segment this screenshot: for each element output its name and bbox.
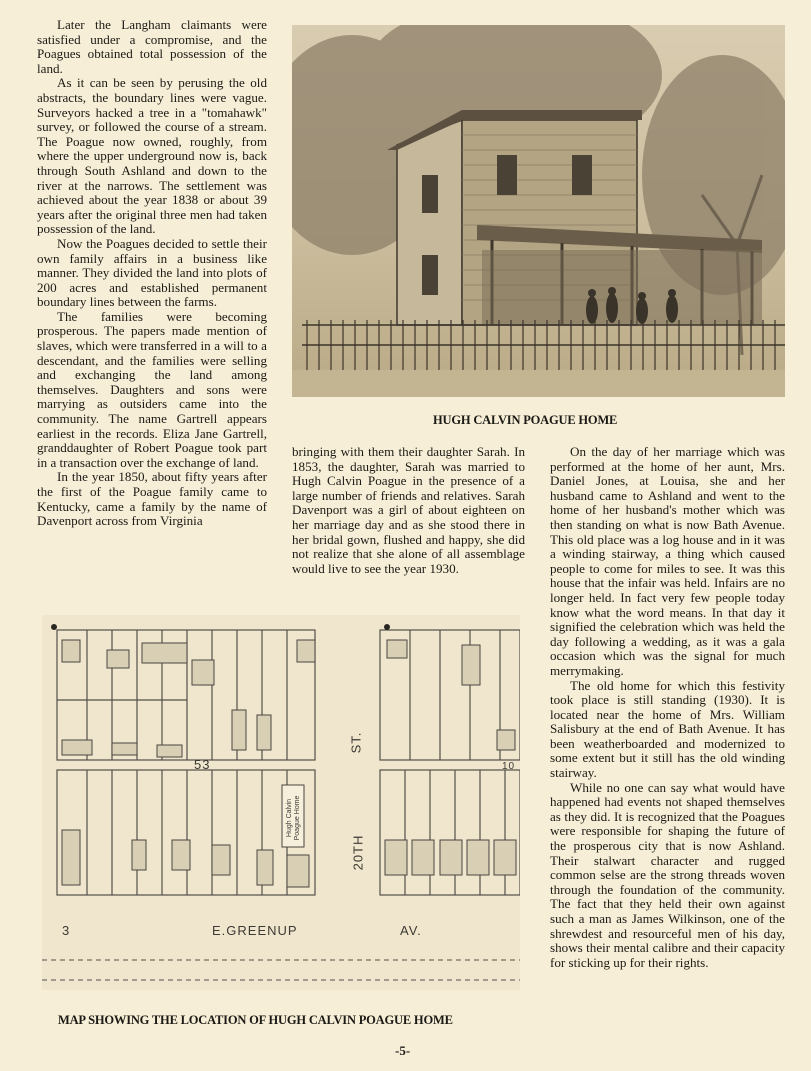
map-avenue-name-label: E.GREENUP bbox=[212, 923, 298, 938]
text-column-1 bbox=[37, 18, 267, 529]
map-street-20th-label: 20TH bbox=[350, 834, 366, 871]
paragraph: On the day of her marriage which was performed at the home of her aunt, Mrs. Daniel Jones, at Louisa, she and her husband came to Ashland and went to the home of her husband's mother which was then standing on what is now Bath Avenue. This old place was a log house and in it was a winding stairway, a thing which caused people to come for miles to see. It was this house that the infair was held. Infairs are no longer held. In fact very few people today know what the word means. In that day it signified the celebration which was held the day following a wedding, as it was a gala occasion which was the signal for much merrymaking. bbox=[550, 444, 785, 678]
map-avenue-suffix-label: AV. bbox=[400, 923, 422, 938]
paragraph: While no one can say what would have happened had events not shaped themselves as they did. It is recognized that the Poagues were responsible for shaping the future of the prosperous city that is now Ashland. Their stalwart character and rugged common selse are the strong threads woven through the foundation of the community. The fact that they held their own against such a man as James Wilkinson, one of the shrewdest and resourceful men of his day, shows their mental calibre and their capacity for sticking up for their rights. bbox=[550, 779, 785, 970]
house-photo-illustration bbox=[292, 25, 785, 397]
map-lot-ten-label: 10 bbox=[502, 761, 516, 772]
house-photo bbox=[292, 25, 785, 397]
paragraph: In the year 1850, about fifty years after the first of the Poague family came to Kentucky, came a family by the name of Davenport across from Virginia bbox=[37, 469, 267, 529]
paragraph: The old home for which this festivity took place is still standing (1930). It is located near the home of Mrs. William Salisbury at the end of Bath Avenue. It has been weatherboarded and modernized to some extent but it still has the old winding stairway. bbox=[550, 677, 785, 781]
paragraph: As it can be seen by perusing the old abstracts, the boundary lines were vague. Surveyors hacked a tree in a "tomahawk" survey, or followed the course of a stream. The Poague now owned, roughly, from where the upper underground now is, back through South Ashland and down to the river at the narrows. The settlement was achieved about the year 1838 or about 39 years after the original three men had taken possession of the land. bbox=[37, 75, 267, 237]
paragraph: Now the Poagues decided to settle their own family affairs in a business like manner. They divided the land into plots of 200 acres and established permanent boundary lines between the farms. bbox=[37, 235, 267, 310]
paragraph: bringing with them their daughter Sarah. In 1853, the daughter, Sarah was married to Hugh Calvin Poague in the presence of a large number of friends and relatives. Sarah Davenport was a girl of about eighteen on her marriage day and as she stood there in her bridal gown, flushed and happy, she did not realize that she alone of all assemblage would live to see the year 1930. bbox=[292, 444, 525, 576]
map-block-label: 53 bbox=[194, 757, 211, 772]
map-home-label: Hugh Calvin Poague Home bbox=[286, 795, 301, 841]
text-column-2 bbox=[292, 445, 525, 576]
map-street-st-label: ST. bbox=[348, 731, 364, 754]
map-caption: MAP SHOWING THE LOCATION OF HUGH CALVIN POAGUE HOME bbox=[58, 1013, 453, 1027]
paragraph: Later the Langham claimants were satisfied under a compromise, and the Poagues obtained total possession of the land. bbox=[37, 17, 267, 76]
photo-caption: HUGH CALVIN POAGUE HOME bbox=[433, 413, 618, 427]
paragraph: The families were becoming prosperous. The papers made mention of slaves, which were transferred in a will to a descendant, and the families were selling and exchanging the land among themselves. Daughters and sons were marrying as outsiders came into the community. The name Gartrell appears earliest in the records. Eliza Jane Gartrell, granddaughter of Robert Poague took part in a transaction over the exchange of land. bbox=[37, 308, 267, 470]
location-map bbox=[42, 615, 520, 990]
map-lot-three-label: 3 bbox=[62, 923, 71, 938]
text-column-3 bbox=[550, 445, 785, 970]
page-number: -5- bbox=[395, 1043, 411, 1058]
